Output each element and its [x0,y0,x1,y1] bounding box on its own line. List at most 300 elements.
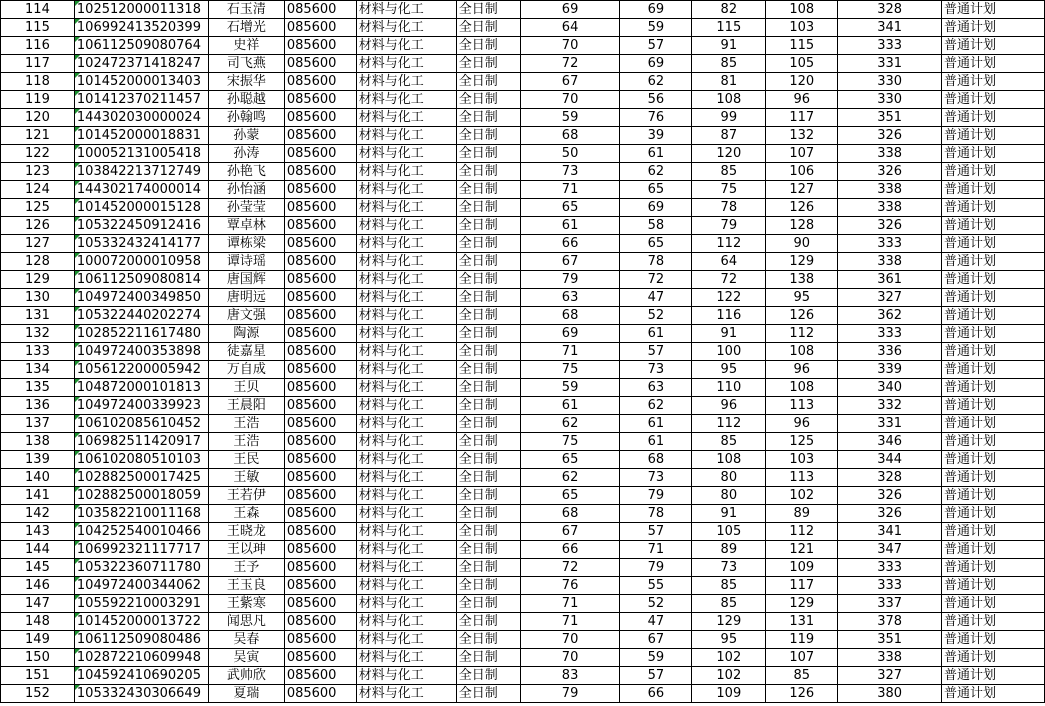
score-total-cell[interactable]: 341 [838,523,942,541]
study-mode-cell[interactable]: 全日制 [456,199,520,217]
plan-type-cell[interactable]: 普通计划 [942,253,1045,271]
score-total-cell[interactable]: 336 [838,343,942,361]
plan-type-cell[interactable]: 普通计划 [942,271,1045,289]
study-mode-cell[interactable]: 全日制 [456,631,520,649]
row-number-cell[interactable]: 125 [1,199,75,217]
student-name-cell[interactable]: 王予 [208,559,284,577]
major-code-cell[interactable]: 085600 [284,289,356,307]
student-name-cell[interactable]: 司飞燕 [208,55,284,73]
study-mode-cell[interactable]: 全日制 [456,505,520,523]
major-name-cell[interactable]: 材料与化工 [356,253,456,271]
score-subject2-cell[interactable]: 103 [766,19,838,37]
score-total-cell[interactable]: 339 [838,361,942,379]
plan-type-cell[interactable]: 普通计划 [942,451,1045,469]
score-subject2-cell[interactable]: 108 [766,379,838,397]
exam-id-cell[interactable]: 106112509080814 [74,271,208,289]
exam-id-cell[interactable]: 105332430306649 [74,685,208,703]
major-code-cell[interactable]: 085600 [284,685,356,703]
plan-type-cell[interactable]: 普通计划 [942,127,1045,145]
score-subject2-cell[interactable]: 131 [766,613,838,631]
score-politics-cell[interactable]: 70 [520,91,620,109]
study-mode-cell[interactable]: 全日制 [456,127,520,145]
major-code-cell[interactable]: 085600 [284,361,356,379]
student-name-cell[interactable]: 王若伊 [208,487,284,505]
score-english-cell[interactable]: 62 [620,163,692,181]
score-total-cell[interactable]: 338 [838,253,942,271]
row-number-cell[interactable]: 123 [1,163,75,181]
plan-type-cell[interactable]: 普通计划 [942,613,1045,631]
student-name-cell[interactable]: 王民 [208,451,284,469]
exam-id-cell[interactable]: 101452000018831 [74,127,208,145]
score-politics-cell[interactable]: 75 [520,433,620,451]
major-name-cell[interactable]: 材料与化工 [356,127,456,145]
score-subject1-cell[interactable]: 99 [692,109,766,127]
major-code-cell[interactable]: 085600 [284,235,356,253]
major-name-cell[interactable]: 材料与化工 [356,19,456,37]
score-politics-cell[interactable]: 65 [520,451,620,469]
row-number-cell[interactable]: 115 [1,19,75,37]
study-mode-cell[interactable]: 全日制 [456,19,520,37]
major-name-cell[interactable]: 材料与化工 [356,379,456,397]
row-number-cell[interactable]: 116 [1,37,75,55]
major-name-cell[interactable]: 材料与化工 [356,163,456,181]
score-politics-cell[interactable]: 66 [520,541,620,559]
score-subject2-cell[interactable]: 132 [766,127,838,145]
exam-id-cell[interactable]: 105322360711780 [74,559,208,577]
score-english-cell[interactable]: 69 [620,55,692,73]
study-mode-cell[interactable]: 全日制 [456,109,520,127]
row-number-cell[interactable]: 147 [1,595,75,613]
plan-type-cell[interactable]: 普通计划 [942,595,1045,613]
row-number-cell[interactable]: 131 [1,307,75,325]
score-politics-cell[interactable]: 50 [520,145,620,163]
exam-id-cell[interactable]: 101452000015128 [74,199,208,217]
score-subject1-cell[interactable]: 89 [692,541,766,559]
plan-type-cell[interactable]: 普通计划 [942,55,1045,73]
student-name-cell[interactable]: 谭诗瑶 [208,253,284,271]
score-subject1-cell[interactable]: 73 [692,559,766,577]
score-subject2-cell[interactable]: 119 [766,631,838,649]
row-number-cell[interactable]: 124 [1,181,75,199]
score-english-cell[interactable]: 67 [620,631,692,649]
plan-type-cell[interactable]: 普通计划 [942,145,1045,163]
score-subject1-cell[interactable]: 79 [692,217,766,235]
student-name-cell[interactable]: 吴春 [208,631,284,649]
score-subject1-cell[interactable]: 96 [692,397,766,415]
score-english-cell[interactable]: 57 [620,667,692,685]
plan-type-cell[interactable]: 普通计划 [942,343,1045,361]
plan-type-cell[interactable]: 普通计划 [942,541,1045,559]
exam-id-cell[interactable]: 105592210003291 [74,595,208,613]
major-code-cell[interactable]: 085600 [284,217,356,235]
score-subject2-cell[interactable]: 121 [766,541,838,559]
score-subject2-cell[interactable]: 105 [766,55,838,73]
exam-id-cell[interactable]: 106102080510103 [74,451,208,469]
major-name-cell[interactable]: 材料与化工 [356,433,456,451]
study-mode-cell[interactable]: 全日制 [456,685,520,703]
study-mode-cell[interactable]: 全日制 [456,325,520,343]
row-number-cell[interactable]: 133 [1,343,75,361]
row-number-cell[interactable]: 134 [1,361,75,379]
score-subject1-cell[interactable]: 85 [692,163,766,181]
exam-id-cell[interactable]: 106992413520399 [74,19,208,37]
score-subject1-cell[interactable]: 75 [692,181,766,199]
exam-id-cell[interactable]: 104592410690205 [74,667,208,685]
score-english-cell[interactable]: 61 [620,145,692,163]
score-politics-cell[interactable]: 83 [520,667,620,685]
row-number-cell[interactable]: 114 [1,1,75,19]
score-subject1-cell[interactable]: 95 [692,631,766,649]
plan-type-cell[interactable]: 普通计划 [942,235,1045,253]
exam-id-cell[interactable]: 101452000013722 [74,613,208,631]
major-code-cell[interactable]: 085600 [284,163,356,181]
score-politics-cell[interactable]: 66 [520,235,620,253]
student-name-cell[interactable]: 唐国辉 [208,271,284,289]
student-name-cell[interactable]: 王浩 [208,415,284,433]
score-subject1-cell[interactable]: 122 [692,289,766,307]
row-number-cell[interactable]: 140 [1,469,75,487]
score-total-cell[interactable]: 341 [838,19,942,37]
major-name-cell[interactable]: 材料与化工 [356,343,456,361]
major-name-cell[interactable]: 材料与化工 [356,37,456,55]
student-name-cell[interactable]: 陶源 [208,325,284,343]
major-code-cell[interactable]: 085600 [284,199,356,217]
plan-type-cell[interactable]: 普通计划 [942,685,1045,703]
student-name-cell[interactable]: 孙涛 [208,145,284,163]
major-code-cell[interactable]: 085600 [284,415,356,433]
score-subject1-cell[interactable]: 116 [692,307,766,325]
student-name-cell[interactable]: 孙怡涵 [208,181,284,199]
row-number-cell[interactable]: 122 [1,145,75,163]
score-subject2-cell[interactable]: 126 [766,199,838,217]
row-number-cell[interactable]: 149 [1,631,75,649]
score-politics-cell[interactable]: 67 [520,73,620,91]
student-name-cell[interactable]: 王贝 [208,379,284,397]
major-code-cell[interactable]: 085600 [284,649,356,667]
score-english-cell[interactable]: 59 [620,19,692,37]
plan-type-cell[interactable]: 普通计划 [942,325,1045,343]
study-mode-cell[interactable]: 全日制 [456,145,520,163]
exam-id-cell[interactable]: 102472371418247 [74,55,208,73]
score-subject1-cell[interactable]: 102 [692,667,766,685]
major-name-cell[interactable]: 材料与化工 [356,595,456,613]
exam-id-cell[interactable]: 106102085610452 [74,415,208,433]
score-total-cell[interactable]: 328 [838,1,942,19]
score-total-cell[interactable]: 333 [838,37,942,55]
score-politics-cell[interactable]: 65 [520,487,620,505]
score-subject1-cell[interactable]: 85 [692,433,766,451]
study-mode-cell[interactable]: 全日制 [456,271,520,289]
exam-id-cell[interactable]: 106992321117717 [74,541,208,559]
score-total-cell[interactable]: 346 [838,433,942,451]
study-mode-cell[interactable]: 全日制 [456,289,520,307]
major-code-cell[interactable]: 085600 [284,109,356,127]
score-subject2-cell[interactable]: 108 [766,1,838,19]
row-number-cell[interactable]: 145 [1,559,75,577]
student-name-cell[interactable]: 吴寅 [208,649,284,667]
score-english-cell[interactable]: 47 [620,613,692,631]
major-name-cell[interactable]: 材料与化工 [356,145,456,163]
score-politics-cell[interactable]: 62 [520,469,620,487]
student-name-cell[interactable]: 谭栋梁 [208,235,284,253]
score-subject1-cell[interactable]: 82 [692,1,766,19]
major-name-cell[interactable]: 材料与化工 [356,361,456,379]
score-english-cell[interactable]: 76 [620,109,692,127]
score-politics-cell[interactable]: 69 [520,1,620,19]
plan-type-cell[interactable]: 普通计划 [942,415,1045,433]
major-name-cell[interactable]: 材料与化工 [356,271,456,289]
study-mode-cell[interactable]: 全日制 [456,469,520,487]
score-subject2-cell[interactable]: 89 [766,505,838,523]
score-total-cell[interactable]: 327 [838,667,942,685]
major-code-cell[interactable]: 085600 [284,253,356,271]
major-name-cell[interactable]: 材料与化工 [356,685,456,703]
row-number-cell[interactable]: 117 [1,55,75,73]
major-code-cell[interactable]: 085600 [284,451,356,469]
row-number-cell[interactable]: 146 [1,577,75,595]
score-english-cell[interactable]: 78 [620,253,692,271]
score-politics-cell[interactable]: 71 [520,613,620,631]
student-name-cell[interactable]: 徒嘉星 [208,343,284,361]
score-total-cell[interactable]: 326 [838,127,942,145]
score-subject1-cell[interactable]: 102 [692,649,766,667]
major-name-cell[interactable]: 材料与化工 [356,577,456,595]
score-subject2-cell[interactable]: 108 [766,343,838,361]
score-politics-cell[interactable]: 68 [520,307,620,325]
plan-type-cell[interactable]: 普通计划 [942,73,1045,91]
score-subject2-cell[interactable]: 112 [766,325,838,343]
score-subject1-cell[interactable]: 91 [692,505,766,523]
score-subject2-cell[interactable]: 120 [766,73,838,91]
study-mode-cell[interactable]: 全日制 [456,667,520,685]
score-politics-cell[interactable]: 61 [520,397,620,415]
exam-id-cell[interactable]: 105322450912416 [74,217,208,235]
student-name-cell[interactable]: 孙艳飞 [208,163,284,181]
row-number-cell[interactable]: 129 [1,271,75,289]
study-mode-cell[interactable]: 全日制 [456,487,520,505]
score-subject2-cell[interactable]: 90 [766,235,838,253]
score-politics-cell[interactable]: 73 [520,163,620,181]
score-politics-cell[interactable]: 79 [520,685,620,703]
score-subject1-cell[interactable]: 110 [692,379,766,397]
score-english-cell[interactable]: 39 [620,127,692,145]
row-number-cell[interactable]: 152 [1,685,75,703]
score-subject1-cell[interactable]: 78 [692,199,766,217]
major-code-cell[interactable]: 085600 [284,379,356,397]
major-code-cell[interactable]: 085600 [284,91,356,109]
score-subject2-cell[interactable]: 113 [766,397,838,415]
exam-id-cell[interactable]: 104252540010466 [74,523,208,541]
score-politics-cell[interactable]: 69 [520,325,620,343]
exam-id-cell[interactable]: 106982511420917 [74,433,208,451]
major-name-cell[interactable]: 材料与化工 [356,235,456,253]
score-english-cell[interactable]: 61 [620,415,692,433]
study-mode-cell[interactable]: 全日制 [456,361,520,379]
score-total-cell[interactable]: 337 [838,595,942,613]
score-subject1-cell[interactable]: 80 [692,469,766,487]
exam-id-cell[interactable]: 102512000011318 [74,1,208,19]
exam-id-cell[interactable]: 106112509080486 [74,631,208,649]
score-english-cell[interactable]: 79 [620,559,692,577]
row-number-cell[interactable]: 127 [1,235,75,253]
score-subject2-cell[interactable]: 117 [766,577,838,595]
major-name-cell[interactable]: 材料与化工 [356,397,456,415]
major-code-cell[interactable]: 085600 [284,325,356,343]
score-politics-cell[interactable]: 71 [520,595,620,613]
score-subject1-cell[interactable]: 129 [692,613,766,631]
major-code-cell[interactable]: 085600 [284,559,356,577]
score-subject1-cell[interactable]: 112 [692,415,766,433]
plan-type-cell[interactable]: 普通计划 [942,631,1045,649]
score-subject2-cell[interactable]: 129 [766,595,838,613]
major-code-cell[interactable]: 085600 [284,271,356,289]
study-mode-cell[interactable]: 全日制 [456,55,520,73]
major-code-cell[interactable]: 085600 [284,181,356,199]
study-mode-cell[interactable]: 全日制 [456,433,520,451]
study-mode-cell[interactable]: 全日制 [456,415,520,433]
student-name-cell[interactable]: 万自成 [208,361,284,379]
score-politics-cell[interactable]: 72 [520,559,620,577]
exam-id-cell[interactable]: 106112509080764 [74,37,208,55]
score-politics-cell[interactable]: 71 [520,181,620,199]
study-mode-cell[interactable]: 全日制 [456,217,520,235]
score-subject1-cell[interactable]: 120 [692,145,766,163]
row-number-cell[interactable]: 142 [1,505,75,523]
score-english-cell[interactable]: 61 [620,433,692,451]
score-english-cell[interactable]: 78 [620,505,692,523]
exam-id-cell[interactable]: 102872210609948 [74,649,208,667]
exam-id-cell[interactable]: 100052131005418 [74,145,208,163]
major-name-cell[interactable]: 材料与化工 [356,469,456,487]
study-mode-cell[interactable]: 全日制 [456,649,520,667]
score-english-cell[interactable]: 66 [620,685,692,703]
plan-type-cell[interactable]: 普通计划 [942,577,1045,595]
study-mode-cell[interactable]: 全日制 [456,73,520,91]
plan-type-cell[interactable]: 普通计划 [942,91,1045,109]
score-english-cell[interactable]: 65 [620,181,692,199]
exam-id-cell[interactable]: 104972400353898 [74,343,208,361]
score-total-cell[interactable]: 333 [838,577,942,595]
score-english-cell[interactable]: 69 [620,199,692,217]
score-total-cell[interactable]: 340 [838,379,942,397]
score-subject2-cell[interactable]: 138 [766,271,838,289]
row-number-cell[interactable]: 130 [1,289,75,307]
score-subject2-cell[interactable]: 113 [766,469,838,487]
row-number-cell[interactable]: 138 [1,433,75,451]
score-english-cell[interactable]: 72 [620,271,692,289]
score-english-cell[interactable]: 56 [620,91,692,109]
score-english-cell[interactable]: 71 [620,541,692,559]
major-name-cell[interactable]: 材料与化工 [356,289,456,307]
major-code-cell[interactable]: 085600 [284,145,356,163]
row-number-cell[interactable]: 136 [1,397,75,415]
score-english-cell[interactable]: 61 [620,325,692,343]
score-total-cell[interactable]: 327 [838,289,942,307]
plan-type-cell[interactable]: 普通计划 [942,559,1045,577]
exam-id-cell[interactable]: 104872000101813 [74,379,208,397]
study-mode-cell[interactable]: 全日制 [456,577,520,595]
score-english-cell[interactable]: 57 [620,343,692,361]
student-name-cell[interactable]: 覃卓林 [208,217,284,235]
score-subject1-cell[interactable]: 85 [692,595,766,613]
score-total-cell[interactable]: 361 [838,271,942,289]
student-name-cell[interactable]: 王晓龙 [208,523,284,541]
row-number-cell[interactable]: 126 [1,217,75,235]
row-number-cell[interactable]: 137 [1,415,75,433]
study-mode-cell[interactable]: 全日制 [456,523,520,541]
major-name-cell[interactable]: 材料与化工 [356,487,456,505]
student-name-cell[interactable]: 唐明远 [208,289,284,307]
study-mode-cell[interactable]: 全日制 [456,91,520,109]
score-subject2-cell[interactable]: 102 [766,487,838,505]
score-english-cell[interactable]: 52 [620,307,692,325]
major-name-cell[interactable]: 材料与化工 [356,613,456,631]
study-mode-cell[interactable]: 全日制 [456,451,520,469]
score-politics-cell[interactable]: 61 [520,217,620,235]
exam-id-cell[interactable]: 101452000013403 [74,73,208,91]
study-mode-cell[interactable]: 全日制 [456,235,520,253]
score-politics-cell[interactable]: 64 [520,19,620,37]
study-mode-cell[interactable]: 全日制 [456,253,520,271]
student-name-cell[interactable]: 王以珅 [208,541,284,559]
plan-type-cell[interactable]: 普通计划 [942,667,1045,685]
plan-type-cell[interactable]: 普通计划 [942,217,1045,235]
plan-type-cell[interactable]: 普通计划 [942,505,1045,523]
score-english-cell[interactable]: 63 [620,379,692,397]
score-subject2-cell[interactable]: 129 [766,253,838,271]
score-total-cell[interactable]: 338 [838,199,942,217]
plan-type-cell[interactable]: 普通计划 [942,649,1045,667]
score-english-cell[interactable]: 73 [620,469,692,487]
study-mode-cell[interactable]: 全日制 [456,163,520,181]
score-total-cell[interactable]: 332 [838,397,942,415]
score-politics-cell[interactable]: 79 [520,271,620,289]
major-code-cell[interactable]: 085600 [284,307,356,325]
row-number-cell[interactable]: 141 [1,487,75,505]
score-english-cell[interactable]: 65 [620,235,692,253]
score-subject1-cell[interactable]: 112 [692,235,766,253]
score-subject2-cell[interactable]: 107 [766,145,838,163]
major-code-cell[interactable]: 085600 [284,55,356,73]
score-subject2-cell[interactable]: 96 [766,91,838,109]
plan-type-cell[interactable]: 普通计划 [942,1,1045,19]
study-mode-cell[interactable]: 全日制 [456,559,520,577]
score-politics-cell[interactable]: 68 [520,127,620,145]
major-code-cell[interactable]: 085600 [284,505,356,523]
exam-id-cell[interactable]: 105612200005942 [74,361,208,379]
study-mode-cell[interactable]: 全日制 [456,379,520,397]
study-mode-cell[interactable]: 全日制 [456,181,520,199]
row-number-cell[interactable]: 151 [1,667,75,685]
student-name-cell[interactable]: 武帅欣 [208,667,284,685]
major-name-cell[interactable]: 材料与化工 [356,451,456,469]
exam-id-cell[interactable]: 144302030000024 [74,109,208,127]
score-total-cell[interactable]: 333 [838,559,942,577]
score-subject2-cell[interactable]: 125 [766,433,838,451]
major-code-cell[interactable]: 085600 [284,595,356,613]
score-politics-cell[interactable]: 75 [520,361,620,379]
row-number-cell[interactable]: 144 [1,541,75,559]
study-mode-cell[interactable]: 全日制 [456,397,520,415]
score-english-cell[interactable]: 62 [620,73,692,91]
exam-id-cell[interactable]: 100072000010958 [74,253,208,271]
student-name-cell[interactable]: 王敏 [208,469,284,487]
score-subject1-cell[interactable]: 91 [692,325,766,343]
score-total-cell[interactable]: 326 [838,163,942,181]
exam-id-cell[interactable]: 105332432414177 [74,235,208,253]
score-subject1-cell[interactable]: 115 [692,19,766,37]
score-subject1-cell[interactable]: 95 [692,361,766,379]
